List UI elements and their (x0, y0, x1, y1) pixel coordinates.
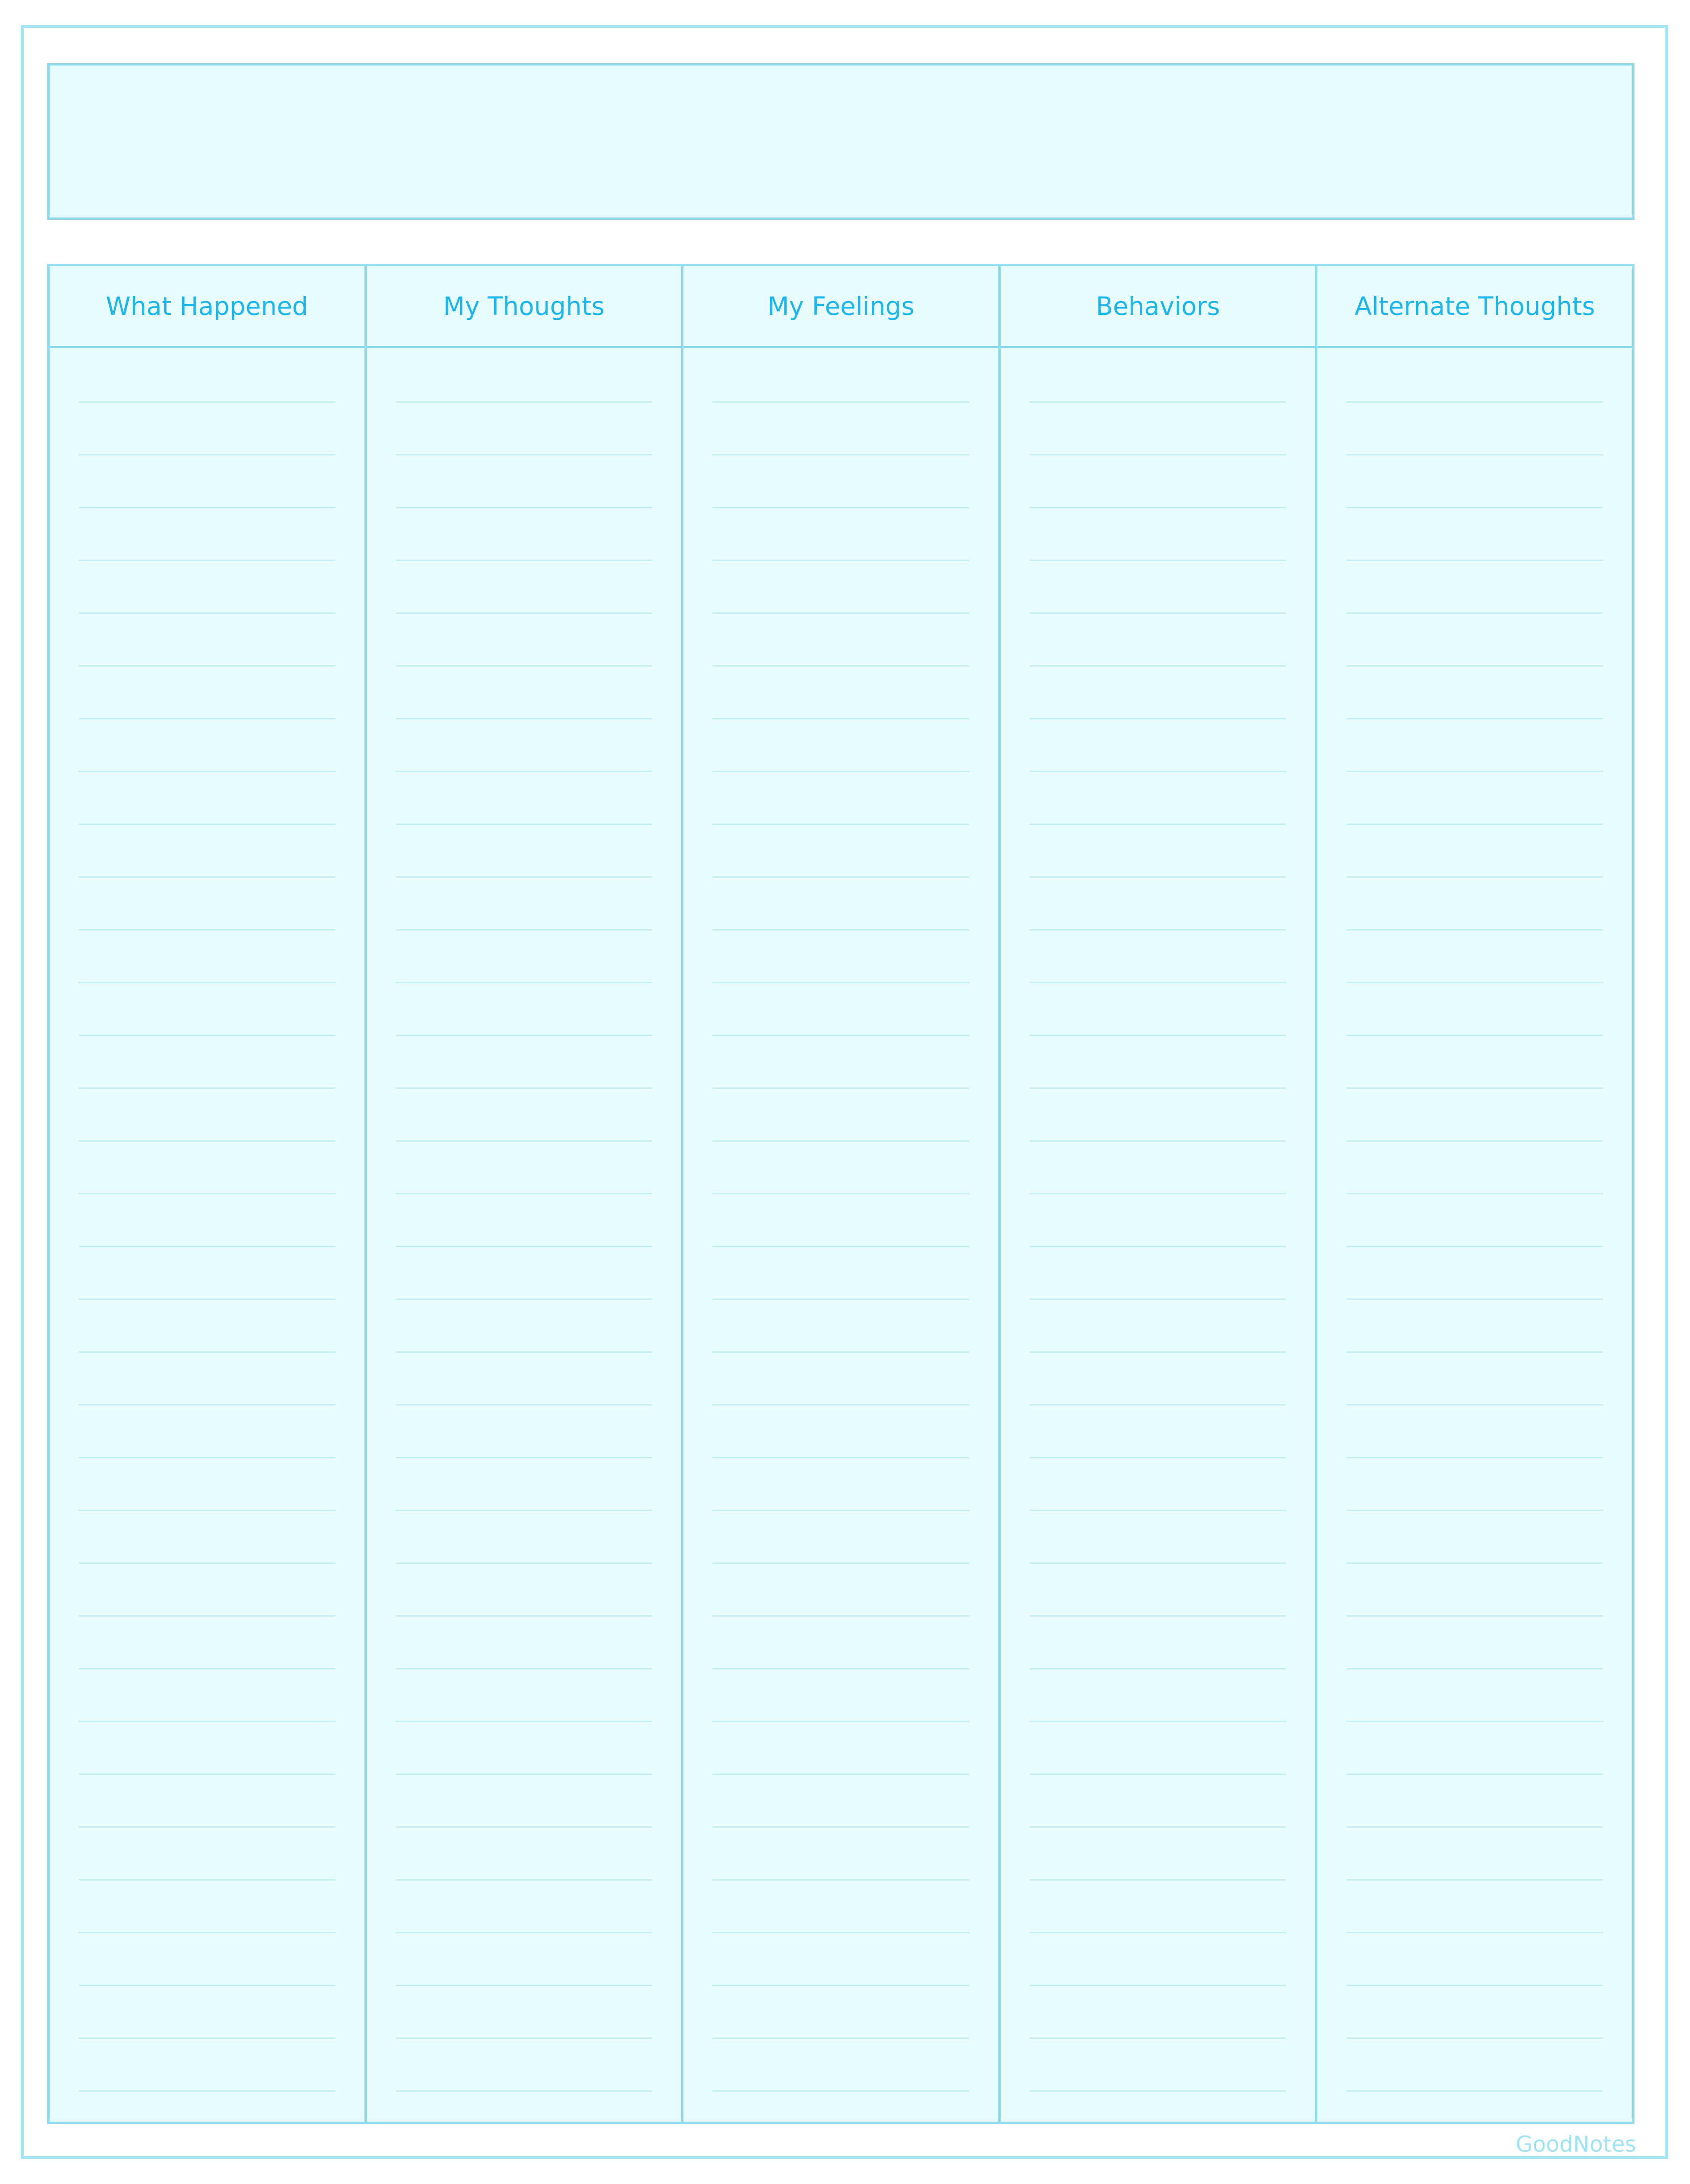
ruled-line (396, 507, 653, 508)
ruled-line (396, 1246, 653, 1247)
ruled-line (79, 1351, 335, 1353)
ruled-line (1030, 1351, 1286, 1353)
ruled-line (1346, 1140, 1603, 1142)
ruled-line (79, 2037, 335, 2039)
ruled-line (79, 1668, 335, 1669)
ruled-line (713, 454, 969, 455)
ruled-line (713, 401, 969, 403)
ruled-line (396, 560, 653, 561)
ruled-line (1346, 1985, 1603, 1986)
ruled-line (396, 1985, 653, 1986)
ruled-line (1030, 1668, 1286, 1669)
ruled-line (1030, 2037, 1286, 2039)
ruled-line (1346, 1510, 1603, 1511)
ruled-line (79, 1299, 335, 1300)
ruled-line (79, 401, 335, 403)
ruled-line (1030, 1404, 1286, 1405)
ruled-line (1030, 1299, 1286, 1300)
ruled-line (1030, 1879, 1286, 1881)
ruled-line (396, 1826, 653, 1828)
ruled-line (1030, 824, 1286, 825)
ruled-line (1030, 982, 1286, 983)
ruled-line (1030, 1615, 1286, 1617)
ruled-line (79, 1932, 335, 1933)
ruled-line (1030, 1087, 1286, 1089)
ruled-line (713, 1615, 969, 1617)
ruled-line (79, 1774, 335, 1775)
ruled-line (713, 718, 969, 719)
column-what-happened[interactable] (50, 266, 364, 2122)
ruled-line (79, 665, 335, 667)
ruled-line (396, 1615, 653, 1617)
column-my-feelings[interactable] (681, 266, 998, 2122)
ruled-line (1346, 507, 1603, 508)
ruled-line (713, 560, 969, 561)
ruled-line (79, 1615, 335, 1617)
ruled-line (1346, 1721, 1603, 1722)
ruled-line (1346, 824, 1603, 825)
ruled-line (1030, 1140, 1286, 1142)
thought-record-table (47, 264, 1634, 2124)
ruled-line (79, 1562, 335, 1564)
ruled-line (396, 1351, 653, 1353)
ruled-line (1030, 1193, 1286, 1194)
ruled-line (396, 1035, 653, 1036)
ruled-line (1030, 929, 1286, 930)
column-header: Alternate Thoughts (1317, 266, 1632, 348)
ruled-line (713, 1299, 969, 1300)
ruled-line (396, 454, 653, 455)
ruled-line (396, 876, 653, 878)
ruled-line (1346, 1615, 1603, 1617)
column-alternate-thoughts[interactable] (1315, 266, 1632, 2122)
ruled-line (1030, 454, 1286, 455)
ruled-line (1346, 1668, 1603, 1669)
ruled-line (1030, 1985, 1286, 1986)
ruled-line (713, 1087, 969, 1089)
title-box[interactable] (47, 63, 1634, 220)
ruled-line (79, 876, 335, 878)
ruled-line (396, 982, 653, 983)
ruled-line (396, 1087, 653, 1089)
ruled-line (396, 665, 653, 667)
ruled-line (713, 1246, 969, 1247)
ruled-line (1346, 612, 1603, 614)
ruled-line (1346, 665, 1603, 667)
ruled-line (713, 1457, 969, 1458)
ruled-line (1346, 1246, 1603, 1247)
ruled-line (1030, 771, 1286, 772)
ruled-line (1346, 454, 1603, 455)
ruled-line (1346, 929, 1603, 930)
ruled-line (1346, 401, 1603, 403)
ruled-line (396, 1668, 653, 1669)
ruled-line (79, 1721, 335, 1722)
column-behaviors[interactable] (998, 266, 1316, 2122)
ruled-line (713, 1774, 969, 1775)
column-my-thoughts[interactable] (364, 266, 682, 2122)
ruled-line (713, 824, 969, 825)
ruled-line (1030, 665, 1286, 667)
ruled-line (79, 507, 335, 508)
ruled-line (79, 2090, 335, 2092)
ruled-line (79, 824, 335, 825)
ruled-line (396, 929, 653, 930)
ruled-line (79, 1404, 335, 1405)
ruled-line (79, 454, 335, 455)
ruled-line (1346, 1879, 1603, 1881)
ruled-line (396, 1562, 653, 1564)
ruled-line (79, 982, 335, 983)
ruled-line (1030, 1721, 1286, 1722)
ruled-line (713, 876, 969, 878)
column-header: My Thoughts (367, 266, 682, 348)
ruled-line (1030, 401, 1286, 403)
ruled-line (713, 1404, 969, 1405)
column-header: What Happened (50, 266, 364, 348)
ruled-line (713, 1985, 969, 1986)
ruled-line (396, 1510, 653, 1511)
ruled-line (1030, 612, 1286, 614)
ruled-line (79, 560, 335, 561)
ruled-line (79, 1140, 335, 1142)
ruled-line (713, 1932, 969, 1933)
ruled-line (79, 1826, 335, 1828)
ruled-line (1346, 876, 1603, 878)
ruled-line (396, 824, 653, 825)
ruled-line (396, 1404, 653, 1405)
ruled-line (1346, 1404, 1603, 1405)
ruled-line (713, 1668, 969, 1669)
ruled-line (1346, 2090, 1603, 2092)
ruled-line (1346, 1562, 1603, 1564)
ruled-line (396, 2037, 653, 2039)
ruled-line (1030, 560, 1286, 561)
ruled-line (713, 1879, 969, 1881)
ruled-line (713, 1721, 969, 1722)
ruled-line (713, 1140, 969, 1142)
ruled-line (713, 771, 969, 772)
ruled-line (396, 1774, 653, 1775)
ruled-line (79, 1457, 335, 1458)
ruled-line (1346, 1299, 1603, 1300)
ruled-line (1346, 560, 1603, 561)
ruled-line (713, 612, 969, 614)
column-header: Behaviors (1001, 266, 1316, 348)
ruled-line (713, 665, 969, 667)
ruled-line (396, 771, 653, 772)
ruled-line (396, 1457, 653, 1458)
ruled-line (713, 1193, 969, 1194)
ruled-line (713, 1510, 969, 1511)
ruled-line (396, 718, 653, 719)
ruled-line (1346, 982, 1603, 983)
ruled-line (1346, 1035, 1603, 1036)
ruled-line (1346, 1826, 1603, 1828)
ruled-line (79, 1879, 335, 1881)
ruled-line (1346, 718, 1603, 719)
column-header: My Feelings (683, 266, 998, 348)
ruled-line (1030, 1774, 1286, 1775)
ruled-line (79, 1246, 335, 1247)
ruled-line (1030, 1035, 1286, 1036)
ruled-line (79, 612, 335, 614)
ruled-line (1030, 1562, 1286, 1564)
ruled-line (1030, 2090, 1286, 2092)
ruled-line (713, 1562, 969, 1564)
ruled-line (713, 1035, 969, 1036)
ruled-line (1346, 1351, 1603, 1353)
ruled-line (1346, 1193, 1603, 1194)
ruled-line (396, 1879, 653, 1881)
ruled-line (713, 982, 969, 983)
ruled-line (79, 1087, 335, 1089)
ruled-line (79, 771, 335, 772)
ruled-line (79, 1193, 335, 1194)
ruled-line (396, 2090, 653, 2092)
ruled-line (1030, 1510, 1286, 1511)
ruled-line (396, 1721, 653, 1722)
ruled-line (79, 1510, 335, 1511)
ruled-line (713, 1351, 969, 1353)
ruled-line (713, 929, 969, 930)
ruled-line (713, 1826, 969, 1828)
ruled-line (79, 1985, 335, 1986)
ruled-line (1346, 2037, 1603, 2039)
ruled-line (1030, 876, 1286, 878)
ruled-line (1030, 1246, 1286, 1247)
ruled-line (713, 2090, 969, 2092)
brand-logo-text: GoodNotes (1515, 2132, 1636, 2157)
ruled-line (79, 1035, 335, 1036)
ruled-line (396, 401, 653, 403)
ruled-line (1030, 1457, 1286, 1458)
ruled-line (79, 929, 335, 930)
ruled-line (396, 1193, 653, 1194)
ruled-line (713, 507, 969, 508)
ruled-line (1030, 1826, 1286, 1828)
ruled-line (396, 1299, 653, 1300)
ruled-line (1346, 1932, 1603, 1933)
ruled-line (1030, 1932, 1286, 1933)
ruled-line (1346, 1774, 1603, 1775)
ruled-line (713, 2037, 969, 2039)
ruled-line (1346, 1087, 1603, 1089)
ruled-line (1346, 1457, 1603, 1458)
ruled-line (396, 1140, 653, 1142)
ruled-line (396, 612, 653, 614)
ruled-line (1030, 718, 1286, 719)
ruled-line (79, 718, 335, 719)
ruled-line (1346, 771, 1603, 772)
ruled-line (396, 1932, 653, 1933)
ruled-line (1030, 507, 1286, 508)
